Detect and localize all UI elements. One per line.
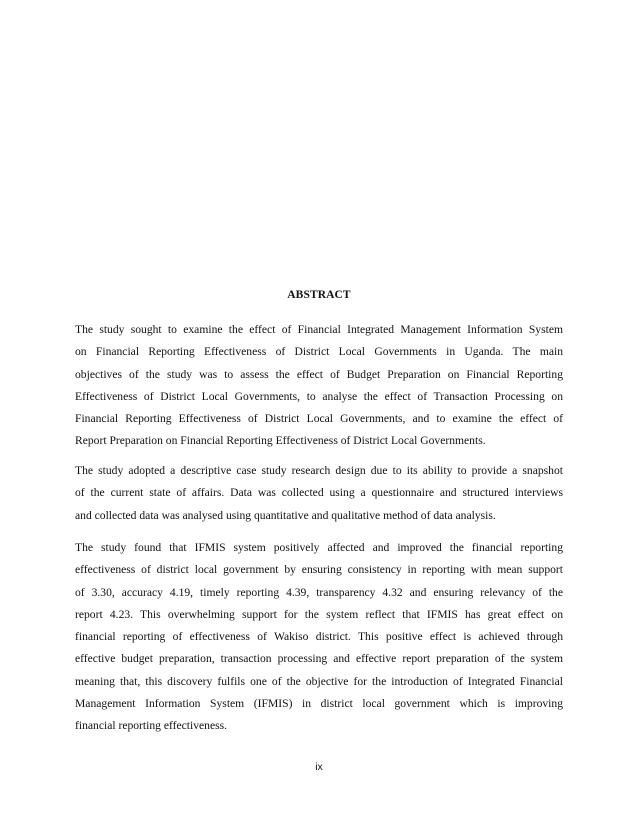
paragraph-line: and collected data was analysed using quantitative and qualitative method of data analysis. [75,508,496,522]
paragraph-line: meaning that, this discovery fulfils one of the objective for the introduction of Integrated Financial [75,674,563,688]
paragraph-line: The study found that IFMIS system positively affected and improved the financial reporting [75,541,563,554]
paragraph-line: financial reporting effectiveness. [75,719,228,733]
abstract-heading: ABSTRACT [287,289,351,301]
abstract-paragraph-2 [75,460,563,527]
page-number: ix [315,761,323,773]
paragraph-line: effectiveness of district local government by ensuring consistency in reporting with mean support [75,563,563,577]
paragraph-line: of 3.30, accuracy 4.19, timely reporting 4.39, transparency 4.32 and ensuring relevancy of the [75,585,563,599]
paragraph-line: report 4.23. This overwhelming support for the system reflect that IFMIS has great effect on [75,607,563,621]
paragraph-line: Management Information System (IFMIS) in district local government which is improving [75,697,563,711]
paragraph-line: Financial Reporting Effectiveness of District Local Governments, and to examine the effect of [75,412,563,426]
paragraph-line: Effectiveness of District Local Governments, to analyse the effect of Transaction Processing on [75,389,563,403]
paragraph-line: The study sought to examine the effect of Financial Integrated Management Information System [75,323,563,336]
paragraph-line: on Financial Reporting Effectiveness of District Local Governments in Uganda. The main [75,345,563,359]
paragraph-line: financial reporting of effectiveness of Wakiso district. This positive effect is achieved through [75,630,563,644]
abstract-paragraph-3 [75,537,563,738]
paragraph-line: effective budget preparation, transaction processing and effective report preparation of the system [75,652,563,666]
paragraph-line: of the current state of affairs. Data was collected using a questionnaire and structured interviews [75,486,563,500]
paragraph-line: Report Preparation on Financial Reporting Effectiveness of District Local Governments. [75,434,486,448]
abstract-paragraph-1 [75,319,563,453]
paragraph-line: The study adopted a descriptive case study research design due to its ability to provide a snapshot [75,464,563,477]
paragraph-line: objectives of the study was to assess the effect of Budget Preparation on Financial Reporting [75,367,563,381]
